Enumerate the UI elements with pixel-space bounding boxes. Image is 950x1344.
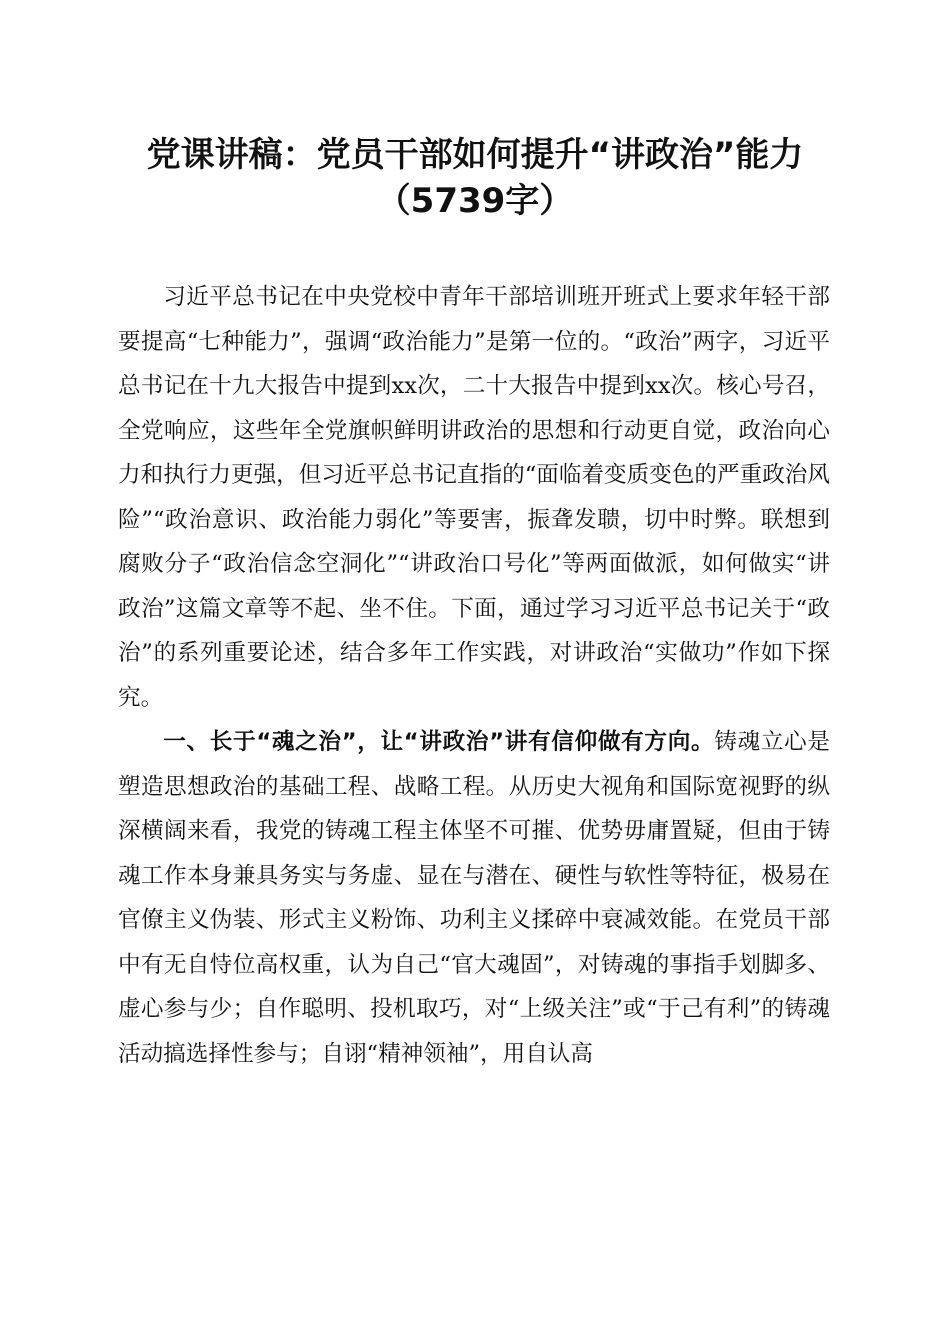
- title-line-1: 党课讲稿：党员干部如何提升“讲政治”能力: [146, 135, 804, 175]
- document-title: [100, 132, 850, 224]
- document-body: [118, 275, 830, 1076]
- section-1-paragraph: [118, 720, 830, 1076]
- section-1-body: 铸魂立心是塑造思想政治的基础工程、战略工程。从历史大视角和国际宽视野的纵深横阔来看，我党的铸魂工程主体坚不可摧、优势毋庸置疑，但由于铸魂工作本身兼具务实与务虚、显在与潜在、硬性与软性等特征，极易在官僚主义伪装、形式主义粉饰、功利主义揉碎中衰减效能。在党员干部中有无自恃位高权重，认为自己“官大魂固”，对铸魂的事指手划脚多、虚心参与少；自作聪明、投机取巧，对“上级关注”或“于己有利”的铸魂活动搞选择性参与；自诩“精神领袖”，用自认高: [118, 729, 831, 1067]
- section-1-heading: 一、长于“魂之治”，让“讲政治”讲有信仰做有方向。: [163, 729, 715, 755]
- title-line-2: （5739字）: [376, 181, 574, 221]
- intro-paragraph: 习近平总书记在中央党校中青年干部培训班开班式上要求年轻干部要提高“七种能力”，强调“政治能力”是第一位的。“政治”两字，习近平总书记在十九大报告中提到xx次，二十大报告中提到xx次。核心号召，全党响应，这些年全党旗帜鲜明讲政治的思想和行动更自觉，政治向心力和执行力更强，但习近平总书记直指的“面临着变质变色的严重政治风险”“政治意识、政治能力弱化”等要害，振聋发聩，切中时弊。联想到腐败分子“政治信念空洞化”“讲政治口号化”等两面做派，如何做实“讲政治”这篇文章等不起、坐不住。下面，通过学习习近平总书记关于“政治”的系列重要论述，结合多年工作实践，对讲政治“实做功”作如下探究。: [118, 284, 830, 711]
